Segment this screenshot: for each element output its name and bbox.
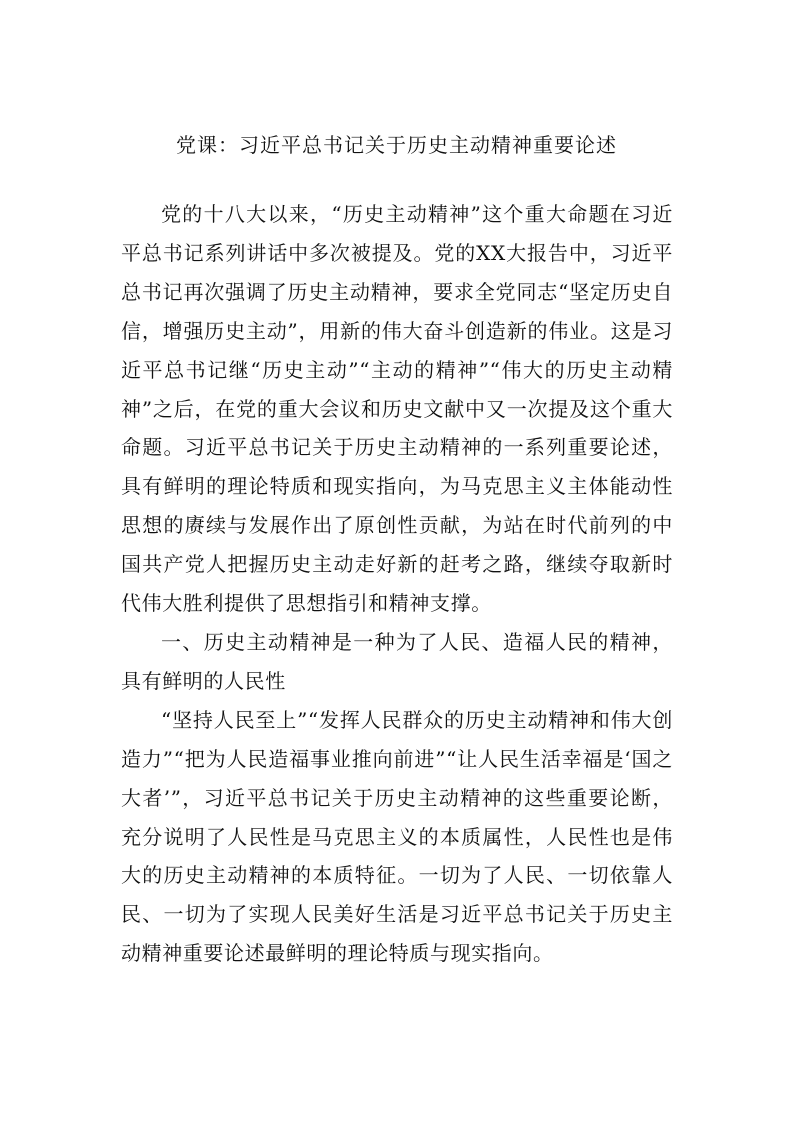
document-body	[121, 195, 673, 973]
intro-paragraph: 党的十八大以来，“历史主动精神”这个重大命题在习近平总书记系列讲话中多次被提及。党的XX大报告中，习近平总书记再次强调了历史主动精神，要求全党同志“坚定历史自信，增强历史主动”，用新的伟大奋斗创造新的伟业。这是习近平总书记继“历史主动”“主动的精神”“伟大的历史主动精神”之后，在党的重大会议和历史文献中又一次提及这个重大命题。习近平总书记关于历史主动精神的一系列重要论述，具有鲜明的理论特质和现实指向，为马克思主义主体能动性思想的赓续与发展作出了原创性贡献，为站在时代前列的中国共产党人把握历史主动走好新的赶考之路，继续夺取新时代伟大胜利提供了思想指引和精神支撑。	[121, 202, 673, 616]
page-title: 党课：习近平总书记关于历史主动精神重要论述	[176, 133, 617, 157]
section-1-paragraph: “坚持人民至上”“发挥人民群众的历史主动精神和伟大创造力”“把为人民造福事业推向前进”“让人民生活幸福是‘国之大者’”，习近平总书记关于历史主动精神的这些重要论断，充分说明了人民性是马克思主义的本质属性，人民性也是伟大的历史主动精神的本质特征。一切为了人民、一切依靠人民、一切为了实现人民美好生活是习近平总书记关于历史主动精神重要论述最鲜明的理论特质与现实指向。	[121, 707, 673, 966]
section-heading-1: 一、历史主动精神是一种为了人民、造福人民的精神，具有鲜明的人民性	[121, 629, 673, 693]
